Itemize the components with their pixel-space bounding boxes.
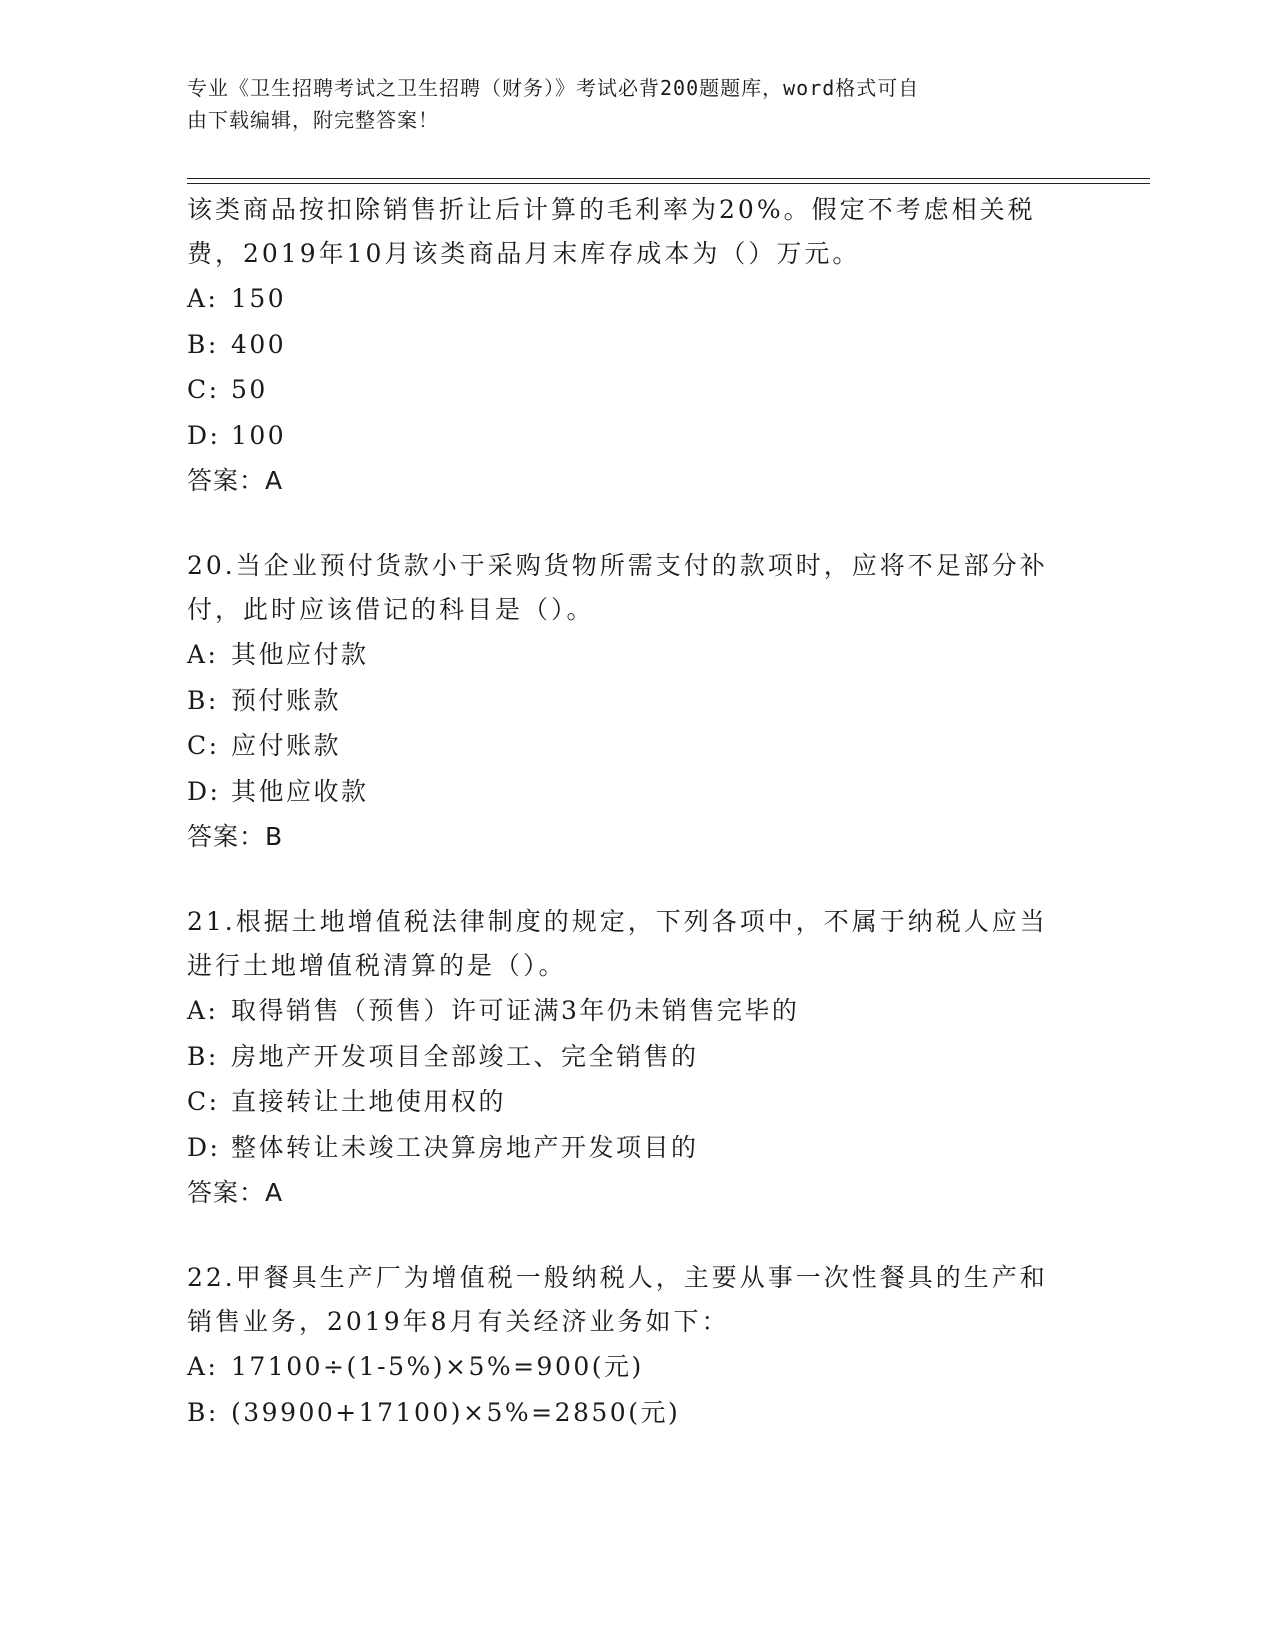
document-header <box>187 72 1067 136</box>
option-text: 其他应收款 <box>231 776 369 806</box>
header-title-line-1: 专业《卫生招聘考试之卫生招聘（财务）》考试必背200题题库，word格式可自 <box>187 76 920 100</box>
question-text-line: 该类商品按扣除销售折让后计算的毛利率为20%。假定不考虑相关税 <box>187 195 1036 224</box>
option-c <box>187 723 1087 769</box>
option-text: 应付账款 <box>231 731 342 760</box>
option-letter: B: <box>187 1041 219 1071</box>
question-block <box>187 900 1087 1216</box>
option-a <box>187 632 1087 678</box>
option-text: (39900+17100)×5%=2850(元) <box>231 1397 681 1427</box>
option-c <box>187 367 1087 413</box>
option-text: 预付账款 <box>231 685 342 715</box>
option-d <box>187 413 1087 459</box>
option-d <box>187 769 1087 815</box>
option-text: 直接转让土地使用权的 <box>231 1087 507 1116</box>
option-text: 100 <box>231 420 287 450</box>
option-letter: D: <box>187 776 221 806</box>
question-list <box>187 188 1087 1435</box>
question-text-line: 销售业务，2019年8月有关经济业务如下： <box>187 1307 730 1336</box>
option-text: 房地产开发项目全部竣工、完全销售的 <box>231 1041 699 1071</box>
option-text: 400 <box>231 329 287 359</box>
option-letter: C: <box>187 375 220 404</box>
answer-line: 答案：A <box>187 1178 284 1207</box>
option-letter: C: <box>187 731 220 760</box>
option-letter: B: <box>187 329 219 359</box>
question-text-line: 付，此时应该借记的科目是（）。 <box>187 595 595 624</box>
answer-line: 答案：B <box>187 822 284 851</box>
header-title-line-2: 由下载编辑，附完整答案！ <box>187 108 439 132</box>
option-a <box>187 276 1087 322</box>
option-a <box>187 988 1087 1034</box>
option-text: 整体转让未竣工决算房地产开发项目的 <box>231 1132 699 1162</box>
option-letter: C: <box>187 1087 220 1116</box>
answer-line: 答案：A <box>187 466 284 495</box>
option-b <box>187 1390 1087 1436</box>
question-text-line: 20.当企业预付货款小于采购货物所需支付的款项时，应将不足部分补 <box>187 551 1048 580</box>
option-text: 17100÷(1-5%)×5%=900(元) <box>231 1352 644 1381</box>
option-letter: B: <box>187 685 219 715</box>
question-text-line: 费，2019年10月该类商品月末库存成本为（）万元。 <box>187 239 861 268</box>
option-a <box>187 1344 1087 1390</box>
option-letter: A: <box>187 1352 219 1381</box>
question-block <box>187 1256 1087 1435</box>
option-text: 其他应付款 <box>231 640 369 669</box>
option-text: 150 <box>231 284 287 313</box>
question-text-line: 22.甲餐具生产厂为增值税一般纳税人，主要从事一次性餐具的生产和 <box>187 1263 1048 1292</box>
option-text: 取得销售（预售）许可证满3年仍未销售完毕的 <box>231 996 800 1025</box>
header-divider-bottom <box>187 183 1150 184</box>
option-b <box>187 678 1087 724</box>
option-b <box>187 322 1087 368</box>
option-d <box>187 1125 1087 1171</box>
option-letter: A: <box>187 640 219 669</box>
option-letter: D: <box>187 1132 221 1162</box>
header-divider-top <box>187 178 1150 179</box>
option-letter: D: <box>187 420 221 450</box>
option-letter: B: <box>187 1397 219 1427</box>
question-text-line: 进行土地增值税清算的是（）。 <box>187 951 567 980</box>
question-block <box>187 188 1087 504</box>
question-block <box>187 544 1087 860</box>
option-c <box>187 1079 1087 1125</box>
option-letter: A: <box>187 996 219 1025</box>
option-letter: A: <box>187 284 219 313</box>
option-b <box>187 1034 1087 1080</box>
option-text: 50 <box>231 375 268 404</box>
question-text-line: 21.根据土地增值税法律制度的规定，下列各项中，不属于纳税人应当 <box>187 907 1048 936</box>
